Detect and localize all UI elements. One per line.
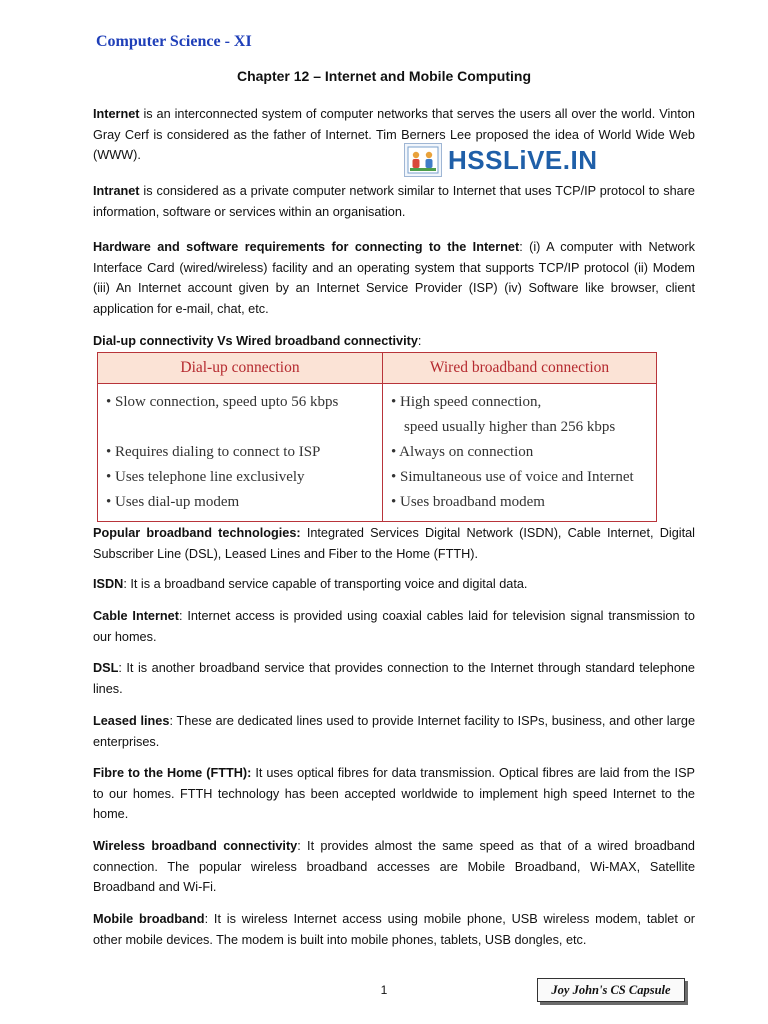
- comparison-title-colon: :: [417, 334, 422, 348]
- header-broadband: Wired broadband connection: [383, 353, 657, 384]
- term-cable: Cable Internet: [93, 609, 179, 623]
- paragraph-popular: [93, 523, 695, 564]
- text-isdn: : It is a broadband service capable of transporting voice and digital data.: [123, 577, 528, 591]
- dialup-item: • Slow connection, speed upto 56 kbps: [106, 394, 339, 410]
- header-dialup: Dial-up connection: [98, 353, 383, 384]
- dialup-column: [98, 384, 383, 522]
- broadband-item: • Always on connection: [391, 444, 534, 460]
- comparison-title: [93, 334, 421, 348]
- broadband-column: [383, 384, 657, 522]
- paragraph-ftth: [93, 763, 695, 825]
- students-logo-icon: [404, 143, 442, 177]
- dialup-item: • Uses dial-up modem: [106, 494, 240, 510]
- text-ftth: It uses optical fibres for data transmission. Optical fibres are laid from the ISP to our homes. FTTH technology has been accepted worldwide to implement high speed Internet to the home.: [93, 766, 696, 821]
- chapter-title: Chapter 12 – Internet and Mobile Computing: [236, 68, 532, 84]
- text-popular: Integrated Services Digital Network (ISDN), Cable Internet, Digital Subscriber Line (DSL), Leased Lines and Fiber to the Home (FTTH).: [93, 526, 695, 561]
- term-leased: Leased lines: [93, 714, 170, 728]
- term-requirements: Hardware and software requirements for connecting to the Internet: [93, 240, 520, 254]
- capsule-stamp: Joy John's CS Capsule: [537, 978, 685, 1002]
- paragraph-internet: [93, 104, 695, 166]
- term-mobile: Mobile broadband: [93, 912, 205, 926]
- paragraph-mobile: [93, 909, 695, 950]
- dialup-item: • Requires dialing to connect to ISP: [106, 444, 321, 460]
- broadband-item: speed usually higher than 256 kbps: [404, 419, 616, 435]
- text-leased: : These are dedicated lines used to provide Internet facility to ISPs, business, and other large enterprises.: [93, 714, 696, 749]
- comparison-header-row: [98, 353, 657, 384]
- paragraph-dsl: [93, 658, 695, 699]
- term-isdn: ISDN: [93, 577, 124, 591]
- comparison-table: [97, 352, 657, 522]
- paragraph-leased: [93, 711, 695, 752]
- comparison-body-row: [98, 384, 657, 522]
- paragraph-intranet: [93, 181, 695, 222]
- text-dsl: : It is another broadband service that provides connection to the Internet through standard telephone lines.: [93, 661, 695, 696]
- paragraph-isdn: [93, 574, 695, 595]
- term-internet: Internet: [93, 107, 140, 121]
- dialup-item: • Uses telephone line exclusively: [106, 469, 305, 485]
- broadband-item: • Simultaneous use of voice and Internet: [391, 469, 634, 485]
- comparison-title-text: Dial-up connectivity Vs Wired broadband connectivity: [93, 334, 418, 348]
- broadband-item: • Uses broadband modem: [391, 494, 545, 510]
- text-requirements: : (i) A computer with Network Interface Card (wired/wireless) facility and an operating system that supports TCP/IP protocol (ii) Modem (iii) An Internet account given by an Internet Service Provider (ISP) (iv) Software like browser, client application for e-mail, chat, etc.: [93, 240, 696, 316]
- term-ftth: Fibre to the Home (FTTH):: [93, 766, 252, 780]
- text-intranet: is considered as a private computer network similar to Internet that uses TCP/IP protocol to share information, software or services within an organisation.: [93, 184, 695, 219]
- term-intranet: Intranet: [93, 184, 140, 198]
- paragraph-requirements: [93, 237, 695, 319]
- page-number: 1: [380, 983, 388, 997]
- paragraph-cable: [93, 606, 695, 647]
- subject-header: Computer Science - XI: [96, 33, 252, 50]
- dialup-spacer: [106, 415, 382, 440]
- term-wireless: Wireless broadband connectivity: [93, 839, 298, 853]
- term-dsl: DSL: [93, 661, 119, 675]
- broadband-item: • High speed connection,: [391, 394, 542, 410]
- text-mobile: : It is wireless Internet access using mobile phone, USB wireless modem, tablet or other mobile devices. The modem is built into mobile phones, tablets, USB dongles, etc.: [93, 912, 695, 947]
- term-popular: Popular broadband technologies:: [93, 526, 301, 540]
- text-internet: is an interconnected system of computer networks that serves the users all over the world. Vinton Gray Cerf is considered as the father of Internet. Tim Berners Lee proposed the idea of World Wide Web (WWW).: [93, 107, 695, 162]
- paragraph-wireless: [93, 836, 695, 898]
- text-cable: : Internet access is provided using coaxial cables laid for television signal transmission to our homes.: [93, 609, 695, 644]
- logo-text: HSSLiVE.IN: [448, 144, 598, 175]
- hsslive-logo: [404, 143, 597, 177]
- text-wireless: : It provides almost the same speed as that of a wired broadband connection. The popular wireless broadband accesses are Mobile Broadband, Wi-MAX, Satellite Broadband and Wi-Fi.: [93, 839, 695, 894]
